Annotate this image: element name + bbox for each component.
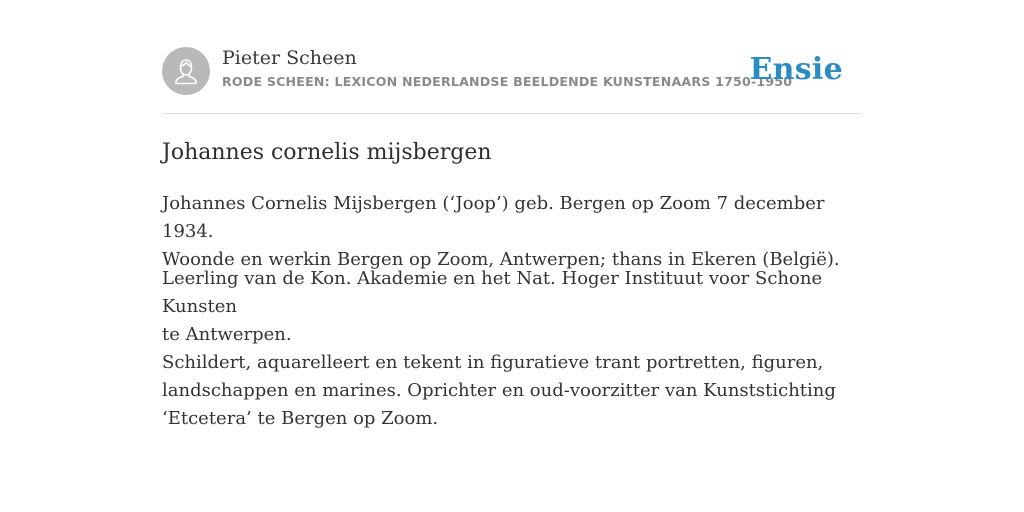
user-avatar-icon[interactable] [162,47,210,95]
entry-header [162,46,862,96]
author-name[interactable]: Pieter Scheen [222,47,357,69]
entry-paragraph: Schildert, aquarelleert en tekent in figuratieve trant portretten, figuren, landschappen en marines. Oprichter en oud-voorzitter van Kunststichting ‘Etcetera’ te Bergen op Zoom. [162,352,836,429]
entry-paragraph: Johannes Cornelis Mijsbergen (‘Joop’) geb. Bergen op Zoom 7 december 1934. Woonde en werkin Bergen op Zoom, Antwerpen; thans in Ekeren (België). [162,193,840,270]
header-divider [162,113,862,114]
source-title[interactable]: RODE SCHEEN: LEXICON NEDERLANDSE BEELDENDE KUNSTENAARS 1750-1950 [222,74,793,89]
entry-paragraph: Leerling van de Kon. Akademie en het Nat. Hoger Instituut voor Schone Kunsten te Antwerpen. [162,268,823,345]
entry-title: Johannes cornelis mijsbergen [162,140,492,165]
entry-card [162,0,862,512]
brand-logo[interactable]: Ensie [749,52,843,87]
